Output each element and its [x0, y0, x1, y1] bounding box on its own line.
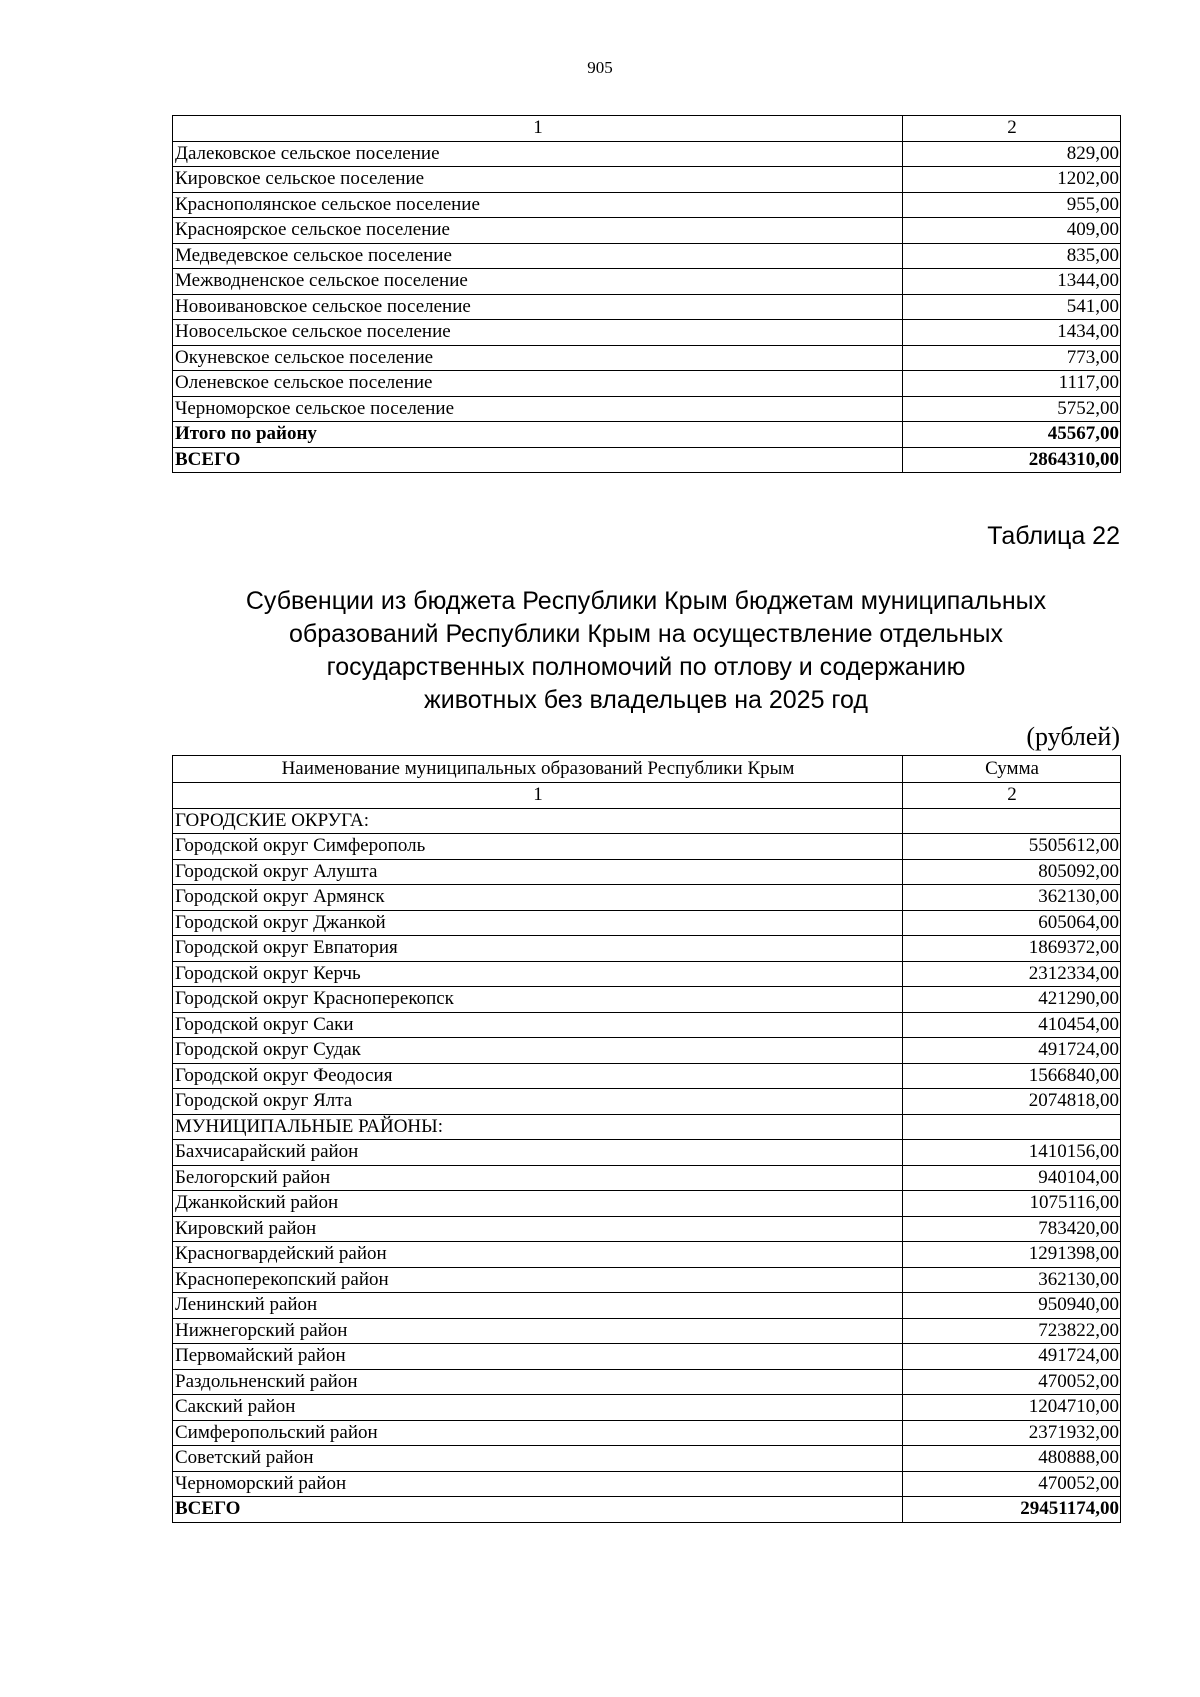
row-name-cell: ВСЕГО [173, 447, 903, 473]
row-value-cell: 5752,00 [903, 396, 1121, 422]
row-value-cell [903, 1114, 1121, 1140]
row-value-cell: 805092,00 [903, 859, 1121, 885]
row-value-cell: 29451174,00 [903, 1497, 1121, 1523]
row-value-cell: 723822,00 [903, 1318, 1121, 1344]
subvention-table [172, 782, 1121, 1523]
row-name-cell: Красногвардейский район [173, 1242, 903, 1268]
table-row [173, 1471, 1121, 1497]
row-value-cell: 409,00 [903, 218, 1121, 244]
row-value-cell: 1204710,00 [903, 1395, 1121, 1421]
table-row [173, 1242, 1121, 1268]
header-row [173, 756, 1121, 783]
row-value-cell: 2371932,00 [903, 1420, 1121, 1446]
row-name-cell: Городской округ Армянск [173, 885, 903, 911]
row-value-cell: 940104,00 [903, 1165, 1121, 1191]
table-row [173, 320, 1121, 346]
row-name-cell: Кировский район [173, 1216, 903, 1242]
row-value-cell: 362130,00 [903, 1267, 1121, 1293]
row-value-cell: 783420,00 [903, 1216, 1121, 1242]
row-name-cell: Медведевское сельское поселение [173, 243, 903, 269]
row-value-cell: 773,00 [903, 345, 1121, 371]
table-label: Таблица 22 [987, 522, 1120, 550]
row-value-cell: 1075116,00 [903, 1191, 1121, 1217]
row-name-cell: Красноярское сельское поселение [173, 218, 903, 244]
header-sum-column: Сумма [903, 756, 1121, 783]
grand-total-row [173, 1497, 1121, 1523]
continuation-table [172, 115, 1121, 473]
title-line: животных без владельцев на 2025 год [424, 686, 868, 714]
table-row [173, 1216, 1121, 1242]
column-number-1: 1 [173, 116, 903, 142]
row-name-cell: Окуневское сельское поселение [173, 345, 903, 371]
table-row [173, 1191, 1121, 1217]
subvention-table-header [172, 755, 1121, 783]
row-value-cell: 410454,00 [903, 1012, 1121, 1038]
row-name-cell: Городской округ Феодосия [173, 1063, 903, 1089]
page-number: 905 [587, 58, 613, 77]
row-name-cell: Советский район [173, 1446, 903, 1472]
table-row [173, 859, 1121, 885]
column-number-2: 2 [903, 116, 1121, 142]
row-name-cell: Белогорский район [173, 1165, 903, 1191]
table-row [173, 167, 1121, 193]
row-value-cell: 480888,00 [903, 1446, 1121, 1472]
table-row [173, 1089, 1121, 1115]
table-row [173, 141, 1121, 167]
row-value-cell: 955,00 [903, 192, 1121, 218]
grand-total-row [173, 447, 1121, 473]
row-name-cell: Красноперекопский район [173, 1267, 903, 1293]
table-row [173, 834, 1121, 860]
row-value-cell: 491724,00 [903, 1038, 1121, 1064]
column-number-2: 2 [903, 783, 1121, 809]
row-value-cell: 1869372,00 [903, 936, 1121, 962]
table-row [173, 1293, 1121, 1319]
row-name-cell: Новоивановское сельское поселение [173, 294, 903, 320]
column-number-row [173, 783, 1121, 809]
table-row [173, 192, 1121, 218]
table-row [173, 371, 1121, 397]
table-row [173, 1063, 1121, 1089]
row-value-cell: 421290,00 [903, 987, 1121, 1013]
row-value-cell: 2864310,00 [903, 447, 1121, 473]
row-name-cell: Черноморский район [173, 1471, 903, 1497]
row-name-cell: Городской округ Алушта [173, 859, 903, 885]
row-name-cell: Раздольненский район [173, 1369, 903, 1395]
row-name-cell: Итого по району [173, 422, 903, 448]
row-name-cell: Межводненское сельское поселение [173, 269, 903, 295]
row-name-cell: Новосельское сельское поселение [173, 320, 903, 346]
column-number-row [173, 116, 1121, 142]
row-name-cell: Городской округ Красноперекопск [173, 987, 903, 1013]
row-value-cell: 1344,00 [903, 269, 1121, 295]
row-name-cell: Первомайский район [173, 1344, 903, 1370]
row-value-cell: 1291398,00 [903, 1242, 1121, 1268]
row-name-cell: Нижнегорский район [173, 1318, 903, 1344]
row-value-cell: 1566840,00 [903, 1063, 1121, 1089]
table-row [173, 1038, 1121, 1064]
row-name-cell: Городской округ Судак [173, 1038, 903, 1064]
row-value-cell: 5505612,00 [903, 834, 1121, 860]
row-value-cell: 1117,00 [903, 371, 1121, 397]
table-row [173, 1420, 1121, 1446]
table-row [173, 396, 1121, 422]
table-row [173, 1395, 1121, 1421]
table-row [173, 885, 1121, 911]
table-row [173, 987, 1121, 1013]
table-row [173, 1446, 1121, 1472]
row-name-cell: Сакский район [173, 1395, 903, 1421]
row-name-cell: Ленинский район [173, 1293, 903, 1319]
header-name-column: Наименование муниципальных образований Республики Крым [173, 756, 903, 783]
row-value-cell: 470052,00 [903, 1471, 1121, 1497]
document-title [172, 585, 1120, 717]
row-name-cell: ГОРОДСКИЕ ОКРУГА: [173, 808, 903, 834]
row-name-cell: Симферопольский район [173, 1420, 903, 1446]
table-row [173, 1369, 1121, 1395]
row-value-cell: 950940,00 [903, 1293, 1121, 1319]
continuation-table-body [173, 116, 1121, 473]
row-name-cell: ВСЕГО [173, 1497, 903, 1523]
row-value-cell: 835,00 [903, 243, 1121, 269]
row-name-cell: Оленевское сельское поселение [173, 371, 903, 397]
table-row [173, 1344, 1121, 1370]
row-value-cell: 491724,00 [903, 1344, 1121, 1370]
row-value-cell: 2312334,00 [903, 961, 1121, 987]
row-value-cell: 541,00 [903, 294, 1121, 320]
table-row [173, 243, 1121, 269]
row-name-cell: Кировское сельское поселение [173, 167, 903, 193]
title-line: Субвенции из бюджета Республики Крым бюджетам муниципальных [245, 587, 1047, 615]
row-value-cell: 1434,00 [903, 320, 1121, 346]
units-label: (рублей) [1026, 722, 1120, 751]
district-total-row [173, 422, 1121, 448]
title-line: государственных полномочий по отлову и содержанию [326, 653, 966, 681]
row-value-cell: 362130,00 [903, 885, 1121, 911]
row-value-cell [903, 808, 1121, 834]
row-name-cell: Краснополянское сельское поселение [173, 192, 903, 218]
row-name-cell: Бахчисарайский район [173, 1140, 903, 1166]
row-name-cell: Городской округ Саки [173, 1012, 903, 1038]
row-value-cell: 2074818,00 [903, 1089, 1121, 1115]
row-name-cell: Джанкойский район [173, 1191, 903, 1217]
table-row [173, 910, 1121, 936]
row-name-cell: МУНИЦИПАЛЬНЫЕ РАЙОНЫ: [173, 1114, 903, 1140]
table-row [173, 1165, 1121, 1191]
table-row [173, 218, 1121, 244]
section-row-districts [173, 1114, 1121, 1140]
table-row [173, 1318, 1121, 1344]
row-value-cell: 605064,00 [903, 910, 1121, 936]
row-value-cell: 1410156,00 [903, 1140, 1121, 1166]
section-row-urban [173, 808, 1121, 834]
row-name-cell: Далековское сельское поселение [173, 141, 903, 167]
table-row [173, 1012, 1121, 1038]
table-row [173, 294, 1121, 320]
subvention-table-body [173, 783, 1121, 1523]
column-number-1: 1 [173, 783, 903, 809]
table-row [173, 345, 1121, 371]
row-name-cell: Городской округ Керчь [173, 961, 903, 987]
table-row [173, 936, 1121, 962]
table-row [173, 1267, 1121, 1293]
title-line: образований Республики Крым на осуществление отдельных [289, 620, 1003, 648]
row-value-cell: 470052,00 [903, 1369, 1121, 1395]
row-name-cell: Городской округ Ялта [173, 1089, 903, 1115]
row-name-cell: Городской округ Джанкой [173, 910, 903, 936]
row-value-cell: 1202,00 [903, 167, 1121, 193]
row-name-cell: Черноморское сельское поселение [173, 396, 903, 422]
row-name-cell: Городской округ Симферополь [173, 834, 903, 860]
row-value-cell: 45567,00 [903, 422, 1121, 448]
row-value-cell: 829,00 [903, 141, 1121, 167]
table-row [173, 961, 1121, 987]
table-row [173, 269, 1121, 295]
row-name-cell: Городской округ Евпатория [173, 936, 903, 962]
table-row [173, 1140, 1121, 1166]
